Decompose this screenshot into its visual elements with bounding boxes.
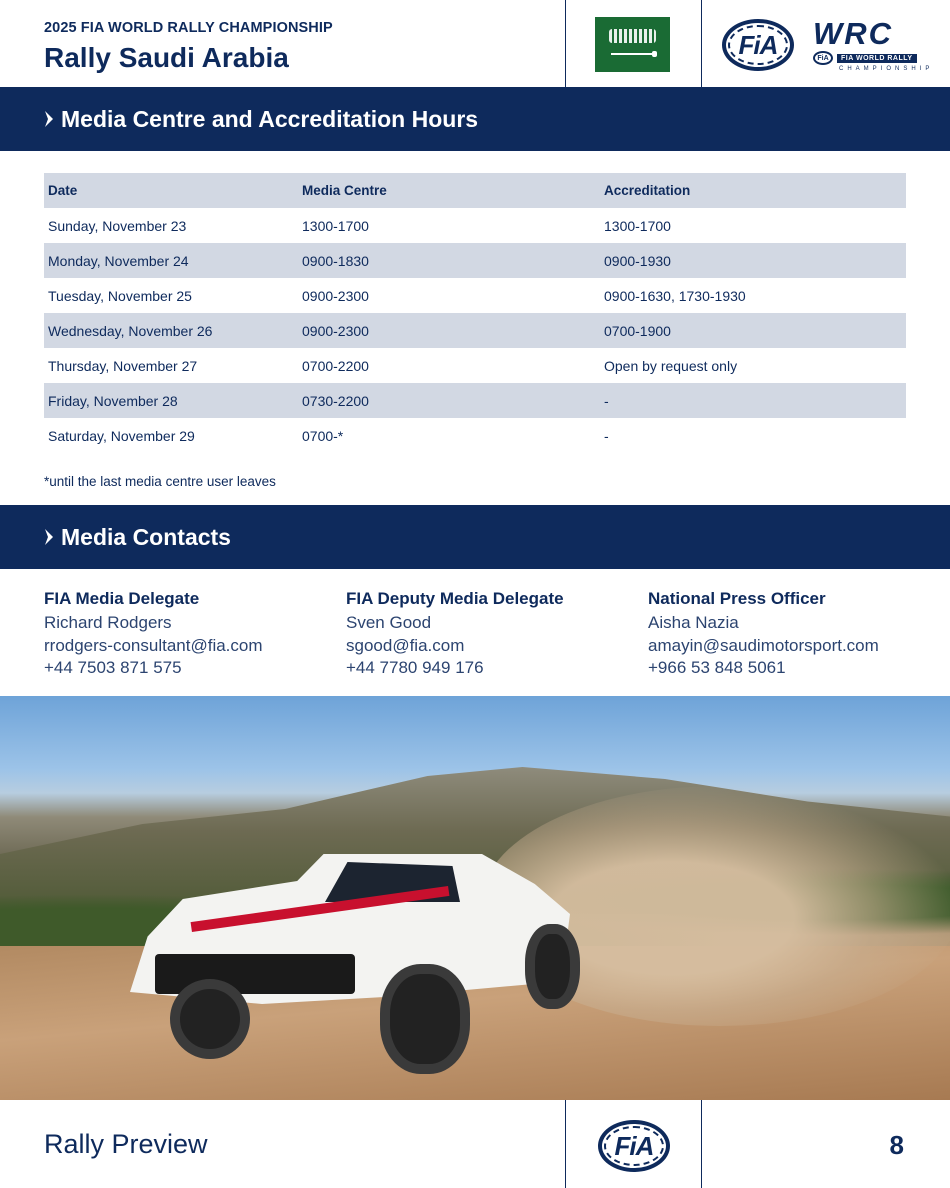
table-row [44,243,906,278]
cell-media-centre: 0900-2300 [302,322,369,339]
saudi-arabia-flag-icon [595,17,670,72]
cell-media-centre: 0900-2300 [302,287,369,304]
header-divider [701,0,702,87]
contact-phone: +966 53 848 5061 [648,658,786,677]
flag-script [609,29,656,43]
table-row [44,418,906,453]
contact-email-link[interactable]: rrodgers-consultant@fia.com [44,635,263,655]
cell-date: Saturday, November 29 [48,427,195,444]
page-footer [0,1100,950,1188]
cell-date: Wednesday, November 26 [48,322,213,339]
cell-date: Tuesday, November 25 [48,287,192,304]
rally-car-photo [0,696,950,1100]
cell-date: Friday, November 28 [48,392,178,409]
table-row [44,208,906,243]
table-row [44,313,906,348]
page-title: Rally Saudi Arabia [44,42,289,73]
cell-media-centre: 0700-* [302,427,344,444]
column-header-date: Date [48,183,78,198]
cell-media-centre: 1300-1700 [302,217,369,234]
cell-accreditation: Open by request only [604,357,738,374]
contact-card [44,589,334,680]
wrc-logo-icon: WRC FiA FIA WORLD RALLY CHAMPIONSHIP [813,16,934,72]
contact-name: Sven Good [346,613,432,632]
cell-date: Monday, November 24 [48,252,189,269]
cell-accreditation: - [604,427,609,444]
table-row [44,278,906,313]
car-wheel [525,924,580,1009]
page-header [0,0,950,87]
section-header-hours [0,87,950,151]
contact-card [346,589,636,680]
section-header-contacts [0,505,950,569]
contact-email-link[interactable]: amayin@saudimotorsport.com [648,635,879,655]
table-row [44,348,906,383]
cell-accreditation: 0900-1930 [604,252,671,269]
championship-label: 2025 FIA WORLD RALLY CHAMPIONSHIP [44,20,333,36]
hours-table [44,173,906,453]
contact-role: FIA Deputy Media Delegate [346,589,564,608]
cell-accreditation: 0700-1900 [604,322,671,339]
cell-accreditation: 0900-1630, 1730-1930 [604,287,746,304]
chevron-right-icon [44,111,53,127]
section-title: Media Contacts [61,524,231,550]
cell-date: Thursday, November 27 [48,357,198,374]
fia-logo-icon: FiA [598,1120,670,1172]
column-header-accreditation: Accreditation [604,183,691,198]
contact-name: Richard Rodgers [44,613,172,632]
cell-accreditation: 1300-1700 [604,217,671,234]
footer-label: Rally Preview [44,1129,208,1159]
cell-media-centre: 0700-2200 [302,357,369,374]
column-header-media-centre: Media Centre [302,183,387,198]
section-title: Media Centre and Accreditation Hours [61,106,479,132]
contact-card [648,589,938,680]
cell-media-centre: 0900-1830 [302,252,369,269]
table-row [44,383,906,418]
table-header-row [44,173,906,208]
cell-date: Sunday, November 23 [48,217,187,234]
contact-role: FIA Media Delegate [44,589,200,608]
contact-email-link[interactable]: sgood@fia.com [346,635,465,655]
contact-phone: +44 7503 871 575 [44,658,182,677]
rally-car [130,804,590,1054]
fia-logo-icon: FiA [722,19,794,71]
cell-accreditation: - [604,392,609,409]
page-number: 8 [889,1130,904,1160]
contact-phone: +44 7780 949 176 [346,658,484,677]
cell-media-centre: 0730-2200 [302,392,369,409]
table-footnote: *until the last media centre user leaves [44,474,276,489]
footer-divider [565,1100,566,1188]
car-wheel [170,979,250,1059]
footer-divider [701,1100,702,1188]
header-divider [565,0,566,87]
chevron-right-icon [44,529,53,545]
contact-name: Aisha Nazia [648,613,739,632]
contact-role: National Press Officer [648,589,826,608]
flag-sword [611,53,653,55]
car-wheel [380,964,470,1074]
